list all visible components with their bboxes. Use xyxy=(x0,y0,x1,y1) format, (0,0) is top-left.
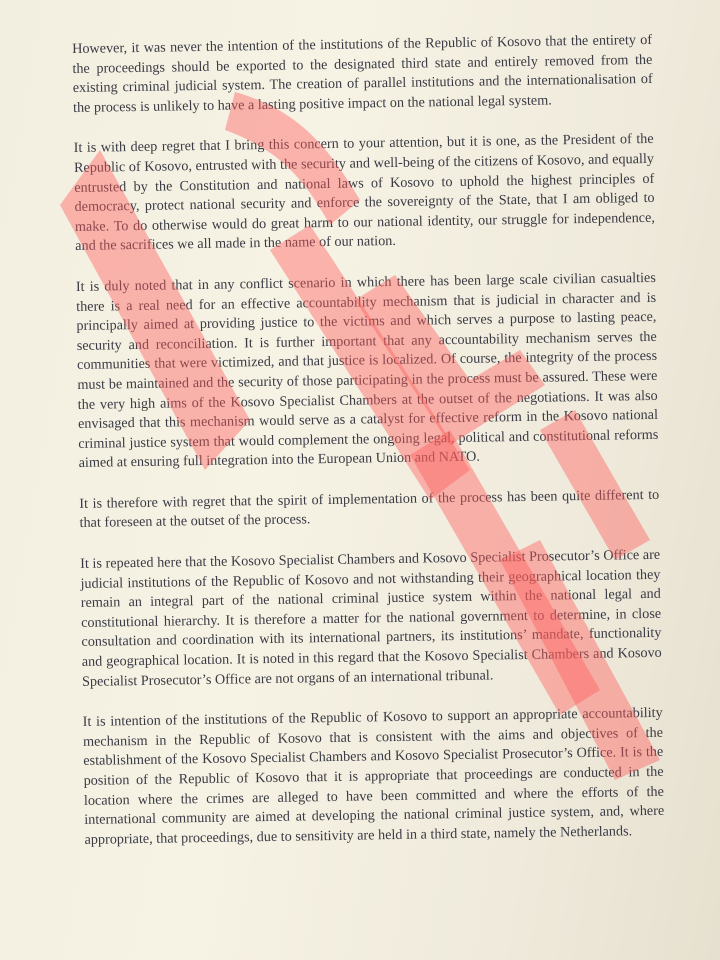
letter-body xyxy=(72,31,665,871)
paragraph-2: It is with deep regret that I bring this concern to your attention, but it is one, as the President of the Republic of Kosovo, entrusted with the security and well-being of the citizens of Kosovo, and equally entrusted by the Constitution and national laws of Kosovo to uphold the highest principles of democracy, protect national security and enforce the sovereignty of the State, that I am obliged to make. To do otherwise would do great harm to our national identity, our struggle for independence, and the sacrifices we all made in the name of our nation. xyxy=(73,131,655,255)
paragraph-3: It is duly noted that in any conflict scenario in which there has been large scale civilian casualties there is a real need for an effective accountability mechanism that is judicial in character and is principally aimed at providing justice to the victims and which serves a purpose to lasting peace, security and reconciliation. It is further important that any accountability mechanism serves the communities that were victimized, and that justice is localized. Of course, the integrity of the process must be maintained and the security of those participating in the process must be assured. These were the very high aims of the Kosovo Specialist Chambers at the outset of the negotiations. It was also envisaged that this mechanism would serve as a catalyst for effective reform in the Kosovo national criminal justice system that would complement the ongoing legal, political and constitutional reforms aimed at ensuring full integration into the European Union and NATO. xyxy=(75,269,659,472)
paragraph-6: It is intention of the institutions of the Republic of Kosovo to support an appropriate accountability mechanism in the Republic of Kosovo that is consistent with the aims and objectives of the establishment of the Kosovo Specialist Chambers and Kosovo Specialist Prosecutor’s Office. It is the position of the Republic of Kosovo that it is appropriate that proceedings are conducted in the location where the crimes are alleged to have been committed and where the efforts of the international community are aimed at developing the national criminal justice system, and, where appropriate, that proceedings, due to sensitivity are held in a third state, namely the Netherlands. xyxy=(82,705,665,848)
paragraph-4: It is therefore with regret that the spirit of implementation of the process has been quite different to that foreseen at the outset of the process. xyxy=(79,486,660,532)
paragraph-5: It is repeated here that the Kosovo Specialist Chambers and Kosovo Specialist Prosecutor’s Office are judicial institutions of the Republic of Kosovo and not withstanding their geographical location they remain an integral part of the national criminal justice system within the national legal and constitutional hierarchy. It is therefore a matter for the national government to determine, in close consultation and coordination with its international partners, its institutions’ mandate, functionality and geographical location. It is noted in this regard that the Kosovo Specialist Chambers and Kosovo Specialist Prosecutor’s Office are not organs of an international tribunal. xyxy=(80,546,662,690)
paragraph-1: However, it was never the intention of the institutions of the Republic of Kosovo that the entirety of the proceedings should be exported to the designated third state and entirely removed from the existing criminal judicial system. The creation of parallel institutions and the internationalisation of the process is unlikely to have a lasting positive impact on the national legal system. xyxy=(72,31,653,116)
